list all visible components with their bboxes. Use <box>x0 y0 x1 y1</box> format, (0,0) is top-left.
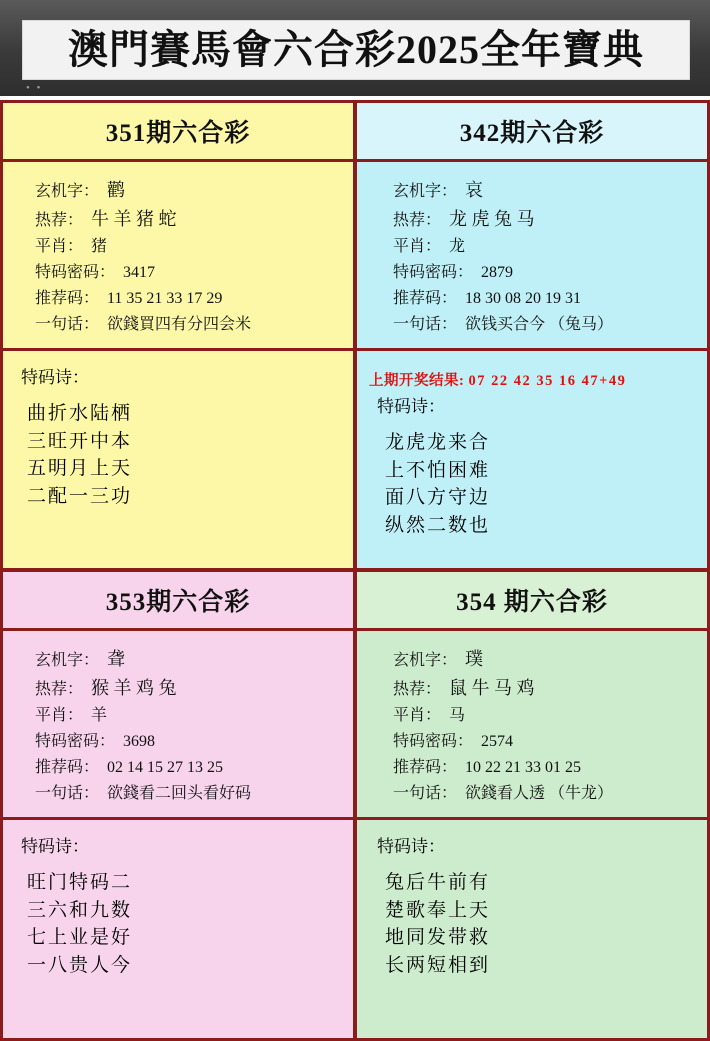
info-row-temamima <box>357 260 707 286</box>
panel-title-354: 354 期六合彩 <box>357 572 707 628</box>
lottery-panel-353[interactable] <box>0 570 355 1041</box>
panel-info-351 <box>3 162 353 348</box>
poem-lines <box>3 869 353 979</box>
poem-line: 长两短相到 <box>385 954 491 976</box>
info-row-tuijianma <box>3 755 353 781</box>
info-row-rezhan <box>357 674 707 703</box>
info-label: 热荐： <box>393 212 442 229</box>
info-row-pingxiao <box>3 234 353 260</box>
poem-lines <box>3 400 353 510</box>
info-label: 平肖： <box>35 238 84 255</box>
last-draw-numbers: 07 22 42 35 16 47+49 <box>468 373 627 389</box>
info-label: 推荐码： <box>35 290 100 307</box>
info-value: 聋 <box>107 649 126 669</box>
info-value: 02 14 15 27 13 25 <box>107 759 224 776</box>
info-row-yijuhua <box>3 312 353 338</box>
info-label: 一句话： <box>35 785 100 802</box>
info-row-temamima <box>3 260 353 286</box>
header-dots: • • <box>26 82 43 94</box>
poem-line: 曲折水陆栖 <box>27 403 133 424</box>
panel-title-353: 353期六合彩 <box>3 572 353 628</box>
info-label: 特码密码： <box>393 733 474 750</box>
poem-title: 特码诗： <box>377 397 445 416</box>
poem-line: 兔后牛前有 <box>385 872 491 893</box>
info-value: 2574 <box>481 733 514 750</box>
info-row-temamima <box>3 729 353 755</box>
panel-info-342 <box>357 162 707 348</box>
panel-poem-342 <box>357 351 707 570</box>
poem-line: 龙虎龙来合 <box>385 432 491 453</box>
info-label: 推荐码： <box>393 759 458 776</box>
poem-line: 地同发带救 <box>385 927 491 949</box>
info-value: 羊 <box>91 707 108 724</box>
poem-title: 特码诗： <box>21 837 89 856</box>
header-title-plate <box>22 20 690 80</box>
poem-lines <box>357 869 707 979</box>
info-label: 玄机字： <box>35 183 100 200</box>
info-row-pingxiao <box>3 703 353 729</box>
lottery-panel-351[interactable] <box>0 100 355 570</box>
info-label: 特码密码： <box>35 733 116 750</box>
info-value: 龙 <box>449 238 466 255</box>
poem-line: 三六和九数 <box>27 899 133 921</box>
info-label: 热荐： <box>35 681 84 698</box>
last-draw-label: 上期开奖结果: <box>369 373 465 389</box>
info-value: 10 22 21 33 01 25 <box>465 759 582 776</box>
info-label: 特码密码： <box>393 264 474 281</box>
info-row-tuijianma <box>3 286 353 312</box>
info-value: 哀 <box>465 180 484 200</box>
info-value: 欲錢看人透 （牛龙） <box>465 785 614 802</box>
info-row-yijuhua <box>357 781 707 807</box>
info-row-yijuhua <box>3 781 353 807</box>
info-value: 鼠 牛 马 鸡 <box>449 678 535 698</box>
info-label: 一句话： <box>393 316 458 333</box>
info-label: 平肖： <box>393 707 442 724</box>
info-value: 欲錢看二回头看好码 <box>107 785 252 802</box>
info-label: 玄机字： <box>393 183 458 200</box>
info-value: 18 30 08 20 19 31 <box>465 290 582 307</box>
page-title: 澳門賽馬會六合彩2025全年寶典 <box>68 27 644 72</box>
poem-line: 二配一三功 <box>27 485 133 507</box>
info-value: 鹳 <box>107 180 126 200</box>
poem-line: 上不怕困难 <box>385 459 491 481</box>
info-label: 推荐码： <box>393 290 458 307</box>
info-label: 推荐码： <box>35 759 100 776</box>
panel-title-342: 342期六合彩 <box>357 103 707 159</box>
panel-title-351: 351期六合彩 <box>3 103 353 159</box>
info-label: 平肖： <box>393 238 442 255</box>
info-row-rezhan <box>3 205 353 234</box>
last-draw-result <box>357 363 707 392</box>
poem-line: 楚歌奉上天 <box>385 899 491 921</box>
panel-poem-354 <box>357 820 707 1041</box>
info-label: 玄机字： <box>393 652 458 669</box>
info-row-pingxiao <box>357 703 707 729</box>
info-value: 2879 <box>481 264 514 281</box>
panel-grid <box>0 100 710 1041</box>
info-row-yijuhua <box>357 312 707 338</box>
info-label: 热荐： <box>35 212 84 229</box>
info-label: 特码密码： <box>35 264 116 281</box>
info-value: 马 <box>449 707 466 724</box>
info-row-tuijianma <box>357 286 707 312</box>
lottery-panel-342[interactable] <box>355 100 710 570</box>
info-row-xuanjizi <box>3 176 353 205</box>
poem-line: 纵然二数也 <box>385 514 491 536</box>
info-row-temamima <box>357 729 707 755</box>
poem-line: 三旺开中本 <box>27 430 133 452</box>
panel-poem-351 <box>3 351 353 570</box>
poem-line: 旺门特码二 <box>27 872 133 893</box>
info-value: 牛 羊 猪 蛇 <box>91 209 177 229</box>
panel-info-354 <box>357 631 707 817</box>
poem-line: 面八方守边 <box>385 487 491 509</box>
poem-title: 特码诗： <box>21 368 89 387</box>
info-row-xuanjizi <box>357 176 707 205</box>
poem-line: 五明月上天 <box>27 458 133 480</box>
poem-line: 一八贵人今 <box>27 954 133 976</box>
panel-poem-353 <box>3 820 353 1041</box>
info-value: 欲錢買四有分四会米 <box>107 316 252 333</box>
info-label: 玄机字： <box>35 652 100 669</box>
info-row-xuanjizi <box>3 645 353 674</box>
info-row-pingxiao <box>357 234 707 260</box>
info-value: 璞 <box>465 649 484 669</box>
header-banner <box>0 0 710 96</box>
info-label: 平肖： <box>35 707 84 724</box>
info-value: 3417 <box>123 264 156 281</box>
info-value: 11 35 21 33 17 29 <box>107 290 223 307</box>
info-value: 猪 <box>91 238 108 255</box>
poem-title: 特码诗： <box>377 837 445 856</box>
info-label: 一句话： <box>35 316 100 333</box>
poem-line: 七上业是好 <box>27 927 133 949</box>
info-row-xuanjizi <box>357 645 707 674</box>
info-row-tuijianma <box>357 755 707 781</box>
info-value: 龙 虎 兔 马 <box>449 209 535 229</box>
info-value: 猴 羊 鸡 兔 <box>91 678 177 698</box>
info-value: 欲钱买合今 （兔马） <box>465 316 614 333</box>
panel-info-353 <box>3 631 353 817</box>
info-row-rezhan <box>357 205 707 234</box>
info-value: 3698 <box>123 733 156 750</box>
lottery-panel-354[interactable] <box>355 570 710 1041</box>
info-label: 热荐： <box>393 681 442 698</box>
poem-lines <box>357 429 707 539</box>
info-row-rezhan <box>3 674 353 703</box>
info-label: 一句话： <box>393 785 458 802</box>
